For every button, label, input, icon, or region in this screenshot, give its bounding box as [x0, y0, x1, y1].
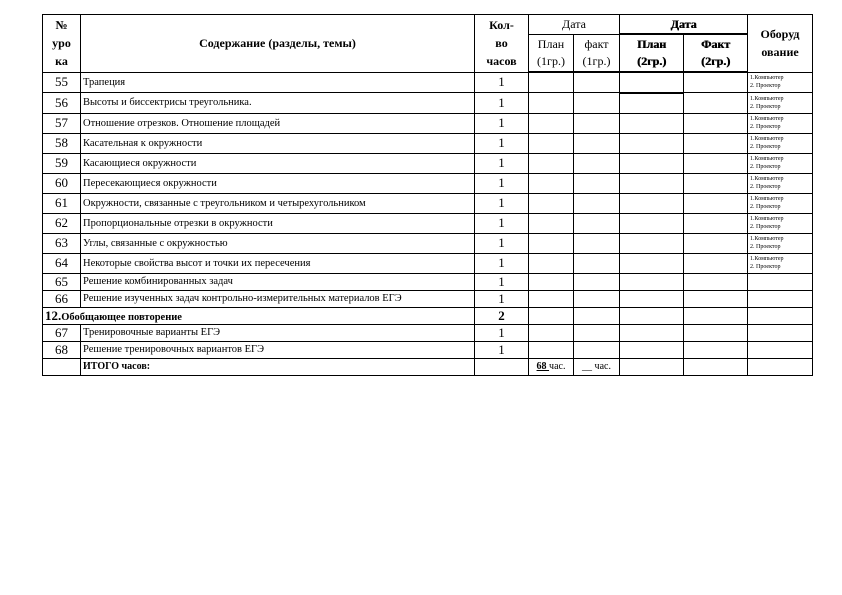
plan2-header: План (2гр.) — [620, 34, 684, 71]
table-row: 61 Окружности, связанные с треугольником и четырехугольником 1 1.Компьютер 2. Проектор — [43, 193, 813, 213]
section-title: 12.Обобщающее повторение — [43, 307, 475, 324]
date-group2-header: Дата — [620, 15, 748, 35]
table-row: 59 Касающиеся окружности 1 1.Компьютер 2. Проектор — [43, 153, 813, 173]
total-plan: 68 час. — [529, 358, 574, 375]
lesson-plan-table — [42, 14, 813, 376]
equipment-cell: 1.Компьютер 2. Проектор — [748, 213, 813, 233]
table-row: 62 Пропорциональные отрезки в окружности 1 1.Компьютер 2. Проектор — [43, 213, 813, 233]
equipment-cell: 1.Компьютер 2. Проектор — [748, 233, 813, 253]
equipment-cell: 1.Компьютер 2. Проектор — [748, 173, 813, 193]
table-row: 55 Трапеция 1 1.Компьютер 2. Проектор — [43, 72, 813, 93]
date-group1-header: Дата — [529, 15, 620, 35]
total-label: ИТОГО часов: — [81, 358, 475, 375]
table-row: 58 Касательная к окружности 1 1.Компьютер 2. Проектор — [43, 133, 813, 153]
table-row: 60 Пересекающиеся окружности 1 1.Компьютер 2. Проектор — [43, 173, 813, 193]
content-header: Содержание (разделы, темы) — [81, 15, 475, 73]
table-row: 63 Углы, связанные с окружностью 1 1.Компьютер 2. Проектор — [43, 233, 813, 253]
total-row — [43, 358, 813, 375]
equipment-header: Оборуд ование — [748, 15, 813, 73]
hours-header: Кол- во часов — [475, 15, 529, 73]
equipment-cell: 1.Компьютер 2. Проектор — [748, 253, 813, 273]
table-row: 66 Решение изученных задач контрольно-измерительных материалов ЕГЭ 1 — [43, 290, 813, 307]
fact1-header: факт (1гр.) — [574, 34, 620, 71]
table-row: 57 Отношение отрезков. Отношение площадей 1 1.Компьютер 2. Проектор — [43, 113, 813, 133]
plan1-header: План (1гр.) — [529, 34, 574, 71]
equipment-cell: 1.Компьютер 2. Проектор — [748, 193, 813, 213]
table-row: 65 Решение комбинированных задач 1 — [43, 273, 813, 290]
equipment-cell: 1.Компьютер 2. Проектор — [748, 93, 813, 114]
table-row: 56 Высоты и биссектрисы треугольника. 1 1.Компьютер 2. Проектор — [43, 93, 813, 114]
equipment-cell: 1.Компьютер 2. Проектор — [748, 113, 813, 133]
table-row: 68 Решение тренировочных вариантов ЕГЭ 1 — [43, 341, 813, 358]
fact2-header: Факт (2гр.) — [684, 34, 748, 71]
equipment-cell: 1.Компьютер 2. Проектор — [748, 153, 813, 173]
lesson-number-header: № уро ка — [43, 15, 81, 73]
table-row: 64 Некоторые свойства высот и точки их пересечения 1 1.Компьютер 2. Проектор — [43, 253, 813, 273]
table-row: 67 Тренировочные варианты ЕГЭ 1 — [43, 324, 813, 341]
total-fact: __ час. — [574, 358, 620, 375]
equipment-cell: 1.Компьютер 2. Проектор — [748, 72, 813, 93]
section-row: 12.Обобщающее повторение 2 — [43, 307, 813, 324]
equipment-cell: 1.Компьютер 2. Проектор — [748, 133, 813, 153]
